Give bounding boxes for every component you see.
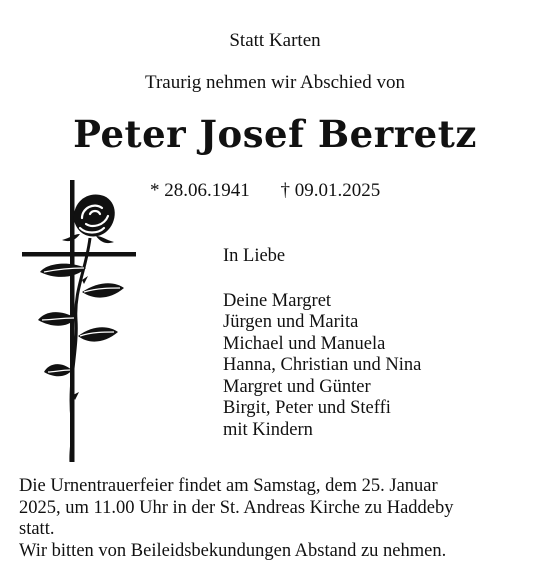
birth-date: * 28.06.1941 — [150, 180, 250, 201]
mourner-name: Deine Margret — [223, 290, 332, 311]
ceremony-notice — [19, 476, 539, 562]
ceremony-line: 2025, um 11.00 Uhr in der St. Andreas Kirche zu Haddeby — [19, 497, 454, 518]
farewell-line: Traurig nehmen wir Abschied von — [145, 72, 405, 93]
statt-karten-heading: Statt Karten — [229, 30, 321, 51]
ceremony-line: Die Urnentrauerfeier findet am Samstag, dem 25. Januar — [19, 476, 438, 496]
mourners-block — [223, 246, 421, 441]
mourner-name: Michael und Manuela — [223, 333, 386, 354]
mourner-name: Margret und Günter — [223, 376, 371, 397]
deceased-name: Peter Josef Berretz — [73, 112, 477, 156]
condolence-request: Wir bitten von Beileidsbekundungen Abstand zu nehmen. — [19, 540, 447, 561]
cross-with-rose-icon — [16, 180, 140, 462]
mourner-name: Hanna, Christian und Nina — [223, 355, 422, 375]
mourner-name: Birgit, Peter und Steffi — [223, 398, 391, 418]
mourner-name: Jürgen und Marita — [223, 312, 359, 332]
life-dates — [150, 180, 380, 202]
ceremony-line: statt. — [19, 519, 55, 539]
death-date: † 09.01.2025 — [280, 180, 381, 201]
in-liebe-label: In Liebe — [223, 246, 286, 266]
mourner-name: mit Kindern — [223, 419, 313, 440]
